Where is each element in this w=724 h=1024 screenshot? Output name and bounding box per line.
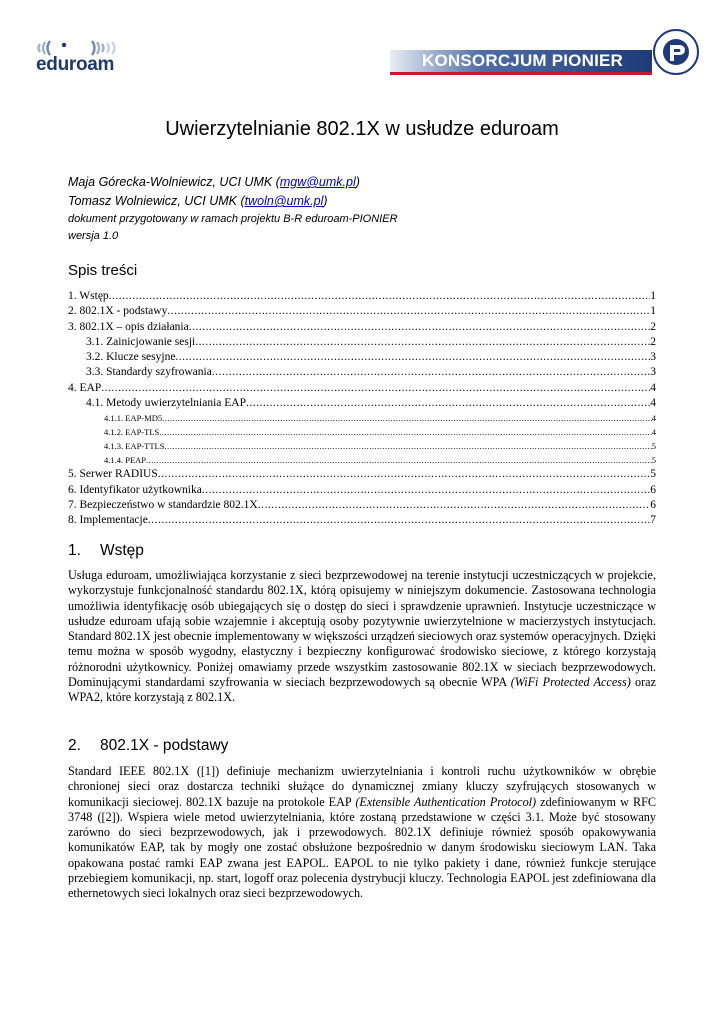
toc-leader-dots (189, 320, 651, 335)
toc-entry-page: 5 (650, 468, 656, 481)
author-line-2: Tomasz Wolniewicz, UCI UMK (twoln@umk.pl) (68, 194, 328, 208)
toc-leader-dots (212, 365, 650, 380)
toc-heading: Spis treści (68, 262, 138, 279)
toc-leader-dots (258, 498, 651, 513)
toc-entry-label: 3.1. Zainicjowanie sesji (86, 335, 196, 348)
toc-entry-label: 7. Bezpieczeństwo w standardzie 802.1X (68, 498, 258, 511)
toc-entry[interactable] (68, 335, 656, 350)
toc-entry-page: 6 (650, 483, 656, 496)
eduroam-logo (34, 38, 126, 78)
toc-entry[interactable] (68, 289, 656, 304)
toc-entry[interactable] (68, 453, 656, 467)
toc-entry-page: 5 (651, 441, 656, 452)
toc-entry-label: 6. Identyfikator użytkownika (68, 483, 202, 496)
toc-entry-page: 6 (650, 498, 656, 511)
toc-entry-page: 2 (650, 320, 656, 333)
section-1-title: Wstęp (100, 542, 144, 559)
toc-entry[interactable] (68, 439, 656, 453)
toc-entry[interactable] (68, 498, 656, 513)
toc-entry[interactable] (68, 483, 656, 498)
toc-entry-page: 2 (650, 335, 656, 348)
pionier-logo-text: KONSORCJUM PIONIER (422, 51, 624, 70)
toc-leader-dots (148, 513, 650, 528)
toc-leader-dots (175, 350, 650, 365)
toc-entry[interactable] (68, 381, 656, 396)
toc-leader-dots (202, 483, 650, 498)
eduroam-logo-text: eduroam (36, 54, 115, 75)
toc-entry-page: 7 (650, 514, 656, 527)
toc-leader-dots (159, 425, 652, 439)
section-1-heading (68, 542, 144, 560)
toc-entry-label: 4.1.3. EAP-TTLS (104, 441, 165, 452)
toc-entry-label: 3.2. Klucze sesyjne (86, 351, 176, 364)
section-1-number: 1. (68, 542, 81, 559)
pionier-seal-icon (652, 28, 700, 76)
toc-entry-page: 4 (651, 427, 656, 438)
document-note: dokument przygotowany w ramach projektu B-R eduroam-PIONIER (68, 213, 398, 225)
toc-entry[interactable] (68, 411, 656, 425)
table-of-contents (68, 289, 656, 529)
toc-entry-label: 4. EAP (68, 381, 102, 394)
toc-entry-label: 2. 802.1X - podstawy (68, 305, 168, 318)
section-2-title: 802.1X - podstawy (100, 737, 229, 754)
toc-entry-page: 1 (650, 290, 656, 302)
toc-leader-dots (162, 411, 652, 425)
section-2-number: 2. (68, 737, 81, 754)
toc-leader-dots (195, 335, 650, 350)
document-title: Uwierzytelnianie 802.1X w usłudze eduroam (165, 118, 559, 140)
toc-entry-label: 1. Wstęp (68, 290, 109, 302)
toc-entry[interactable] (68, 396, 656, 411)
section-2-emphasis: (Extensible Authentication Protocol) (355, 794, 537, 809)
toc-entry[interactable] (68, 350, 656, 365)
author-email-link-2[interactable]: twoln@umk.pl (244, 194, 324, 208)
toc-leader-dots (158, 467, 650, 482)
toc-entry-label: 4.1. Metody uwierzytelniania EAP (86, 397, 247, 410)
toc-entry[interactable] (68, 513, 656, 528)
toc-entry-label: 4.1.2. EAP-TLS (104, 427, 160, 438)
toc-leader-dots (167, 304, 650, 319)
toc-entry-page: 4 (651, 413, 656, 424)
pionier-logo (390, 28, 690, 76)
author-email-link-1[interactable]: mgw@umk.pl (279, 175, 356, 189)
toc-entry[interactable] (68, 304, 656, 319)
toc-entry-label: 5. Serwer RADIUS (68, 468, 158, 481)
section-1-emphasis: (WiFi Protected Access) (510, 675, 631, 690)
pionier-stripe (390, 72, 652, 75)
document-version: wersja 1.0 (68, 230, 119, 242)
toc-leader-dots (101, 381, 650, 396)
toc-entry-page: 4 (650, 397, 656, 410)
toc-entry-label: 4.1.1. EAP-MD5 (104, 413, 163, 424)
toc-entry[interactable] (68, 320, 656, 335)
toc-leader-dots (109, 289, 651, 304)
toc-entry-page: 4 (650, 381, 656, 394)
section-1-paragraph: Usługa eduroam, umożliwiająca korzystanie z sieci bezprzewodowej na terenie instytucji uczestniczących w projekcie, wykorzystuje funkcjonalność standardu 802.1X, którą opisujemy w niniejszym dokumencie. Zastosowana technologia umożliwia identyfikację osób ubiegających się o dostęp do sieci i sprawdzenie uprawnień. Instytucje uczestniczące w usłudze eduroam ufają sobie wzajemnie i akceptują osoby pozytywnie uwierzytelnione w macierzystych instytucjach. Standard 802.1X jest obecnie implementowany w większości urządzeń sieciowych oraz systemów operacyjnych. Dzięki temu można w sposób wygodny, elastyczny i bezpieczny konfigurować środowisko sieciowe, z którego korzystają różnorodni użytkownicy. Poniżej omawiamy przede wszystkim zastosowanie 802.1X w sieciach bezprzewodowych. Dominującymi standardami szyfrowania w sieciach bezprzewodowych są obecnie WPA (WiFi Protected Access) oraz WPA2, które korzystają z 802.1X. (68, 568, 656, 705)
toc-entry-label: 4.1.4. PEAP (104, 455, 147, 466)
toc-leader-dots (246, 396, 650, 411)
toc-leader-dots (146, 453, 652, 467)
toc-entry-page: 1 (650, 305, 656, 318)
toc-entry-page: 5 (651, 455, 656, 466)
section-2-heading (68, 737, 228, 755)
toc-entry-page: 3 (650, 351, 656, 364)
toc-entry-label: 8. Implementacje (68, 514, 148, 527)
toc-leader-dots (164, 439, 651, 453)
toc-entry[interactable] (68, 467, 656, 482)
section-2-paragraph: Standard IEEE 802.1X ([1]) definiuje mechanizm uwierzytelniania i kontroli ruchu użytkowników w obrębie chronionej sieci oraz dostarcza techniki służące do dynamicznej zmiany kluczy szyfrujących stosowanych w komunikacji sieciowej. 802.1X bazuje na protokole EAP (Extensible Authentication Protocol) zdefiniowanym w RFC 3748 ([2]). Wspiera wiele metod uwierzytelniania, które zostaną przedstawione w części 3.1. Może być stosowany zarówno do sieci bezprzewodowych, jak i przewodowych. 802.1X definiuje również sposób opakowywania komunikatów EAP, tak by mogły one zostać obsłużone bezpośrednio w danym środowisku sieciowym LAN. Taka opakowana postać ramki EAP zwana jest EAPOL. EAPOL to nie tylko pakiety i dane, również funkcje sterujące przebiegiem komunikacji, np. start, logoff oraz polecenia dystrybucji kluczy. Technologia EAPOL jest zdefiniowana dla ethernetowych sieci lokalnych oraz sieci bezprzewodowych. (68, 764, 656, 901)
toc-entry[interactable] (68, 425, 656, 439)
toc-entry-page: 3 (650, 366, 656, 379)
author-line-1: Maja Górecka-Wolniewicz, UCI UMK (mgw@umk.pl) (68, 175, 360, 189)
toc-entry-label: 3.3. Standardy szyfrowania (86, 366, 212, 379)
toc-entry[interactable] (68, 365, 656, 380)
toc-entry-label: 3. 802.1X – opis działania (68, 320, 189, 333)
